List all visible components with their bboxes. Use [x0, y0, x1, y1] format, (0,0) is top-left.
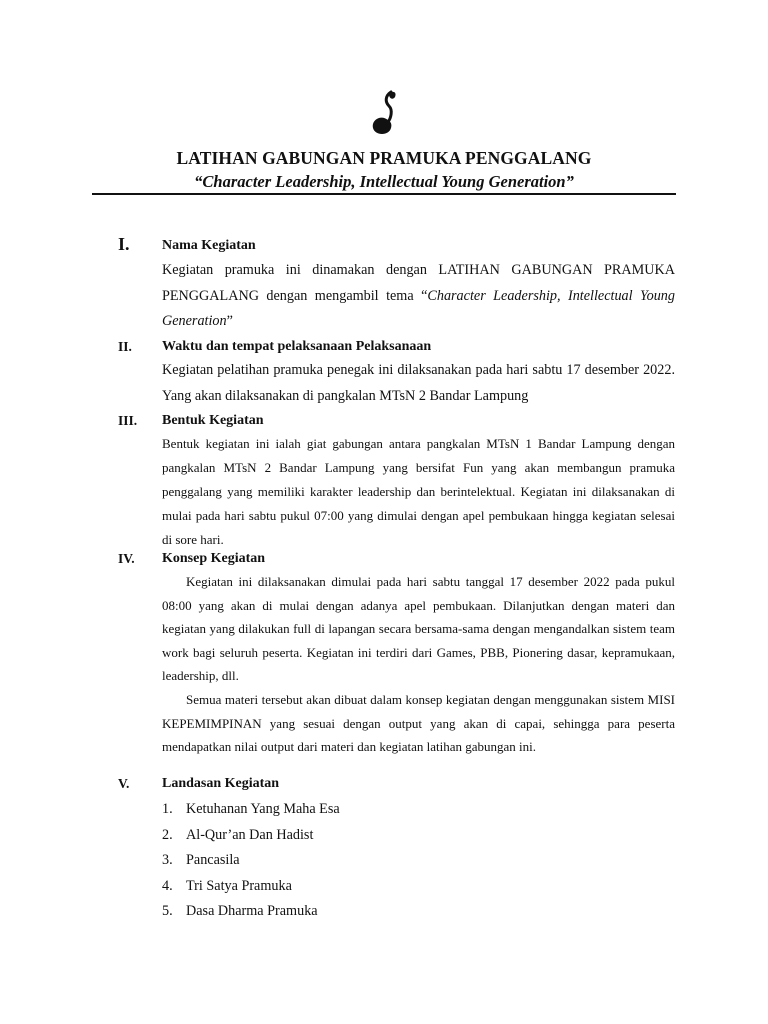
section-number: V. [118, 776, 130, 791]
list-item [162, 899, 340, 925]
list-item [162, 874, 340, 900]
list-number: 2. [162, 826, 173, 843]
list-number: 3. [162, 852, 173, 869]
section-paragraph: Kegiatan pelatihan pramuka penegak ini dilaksanakan pada hari sabtu 17 desember 2022. Yang akan dilaksanakan di pangkalan MTsN 2 Bandar Lampung [162, 362, 675, 404]
list-item [162, 797, 340, 823]
paragraph-text-end: ” [226, 313, 233, 329]
section-heading: Waktu dan tempat pelaksanaan Pelaksanaan [162, 339, 432, 354]
theme-text: Character Leadership, Intellectual Young Generation [162, 287, 675, 329]
section-paragraph [162, 258, 675, 335]
section-number: II. [118, 339, 132, 354]
list-item [162, 823, 340, 849]
section-paragraph: Semua materi tersebut akan dibuat dalam konsep kegiatan dengan menggunakan sistem MISI KEPEMIMPINAN yang sesuai dengan output yang akan di capai, sehingga para peserta mendapatkan nilai output dari materi dan kegiatan latihan gabungan ini. [162, 691, 675, 755]
section-paragraph: Bentuk kegiatan ini ialah giat gabungan antara pangkalan MTsN 1 Bandar Lampung dengan pangkalan MTsN 2 Bandar Lampung yang bersifat Fun yang akan membangun pramuka penggalang yang memiliki karakter leadership dan berintelektual. Kegiatan ini dilaksanakan di mulai pada hari sabtu pukul 07:00 yang dimulai dengan apel pembukaan hingga kegiatan selesai di sore hari. [162, 436, 675, 547]
section-number: I. [118, 234, 130, 254]
section-heading: Konsep Kegiatan [162, 551, 266, 566]
list-text: Pancasila [186, 852, 240, 869]
list-text: Al-Qur’an Dan Hadist [186, 826, 314, 843]
section-heading: Nama Kegiatan [162, 238, 256, 253]
section-paragraph: Kegiatan ini dilaksanakan dimulai pada hari sabtu tanggal 17 desember 2022 pada pukul 08:00 yang akan di mulai dengan adanya apel pembukaan. Dilanjutkan dengan materi dan kegiatan yang dilakukan full di lapangan secara bersama-sama dengan mengandalkan sistem team work bagi seluruh peserta. Kegiatan ini terdiri dari Games, PBB, Pionering dasar, kepramukaan, leadership, dll. [162, 574, 675, 684]
section-number: IV. [118, 551, 135, 566]
document-subtitle: “Character Leadership, Intellectual Young Generation” [194, 172, 574, 191]
list-text: Tri Satya Pramuka [186, 877, 292, 894]
list-number: 5. [162, 903, 173, 920]
header-divider [92, 193, 676, 195]
paragraph-text: Kegiatan pramuka ini dinamakan dengan LATIHAN GABUNGAN PRAMUKA PENGGALANG dengan mengambil tema “ [162, 262, 675, 304]
list-number: 1. [162, 801, 173, 817]
foundation-list [162, 797, 340, 925]
document-title: LATIHAN GABUNGAN PRAMUKA PENGGALANG [176, 148, 592, 168]
list-item [162, 848, 340, 874]
section-heading: Landasan Kegiatan [162, 776, 280, 791]
pramuka-tunas-kelapa-logo-icon [367, 88, 403, 138]
list-text: Ketuhanan Yang Maha Esa [186, 801, 340, 817]
section-paragraph-group [162, 570, 675, 759]
list-number: 4. [162, 877, 173, 894]
section-heading: Bentuk Kegiatan [162, 413, 264, 428]
list-text: Dasa Dharma Pramuka [186, 903, 318, 920]
section-number: III. [118, 413, 138, 428]
